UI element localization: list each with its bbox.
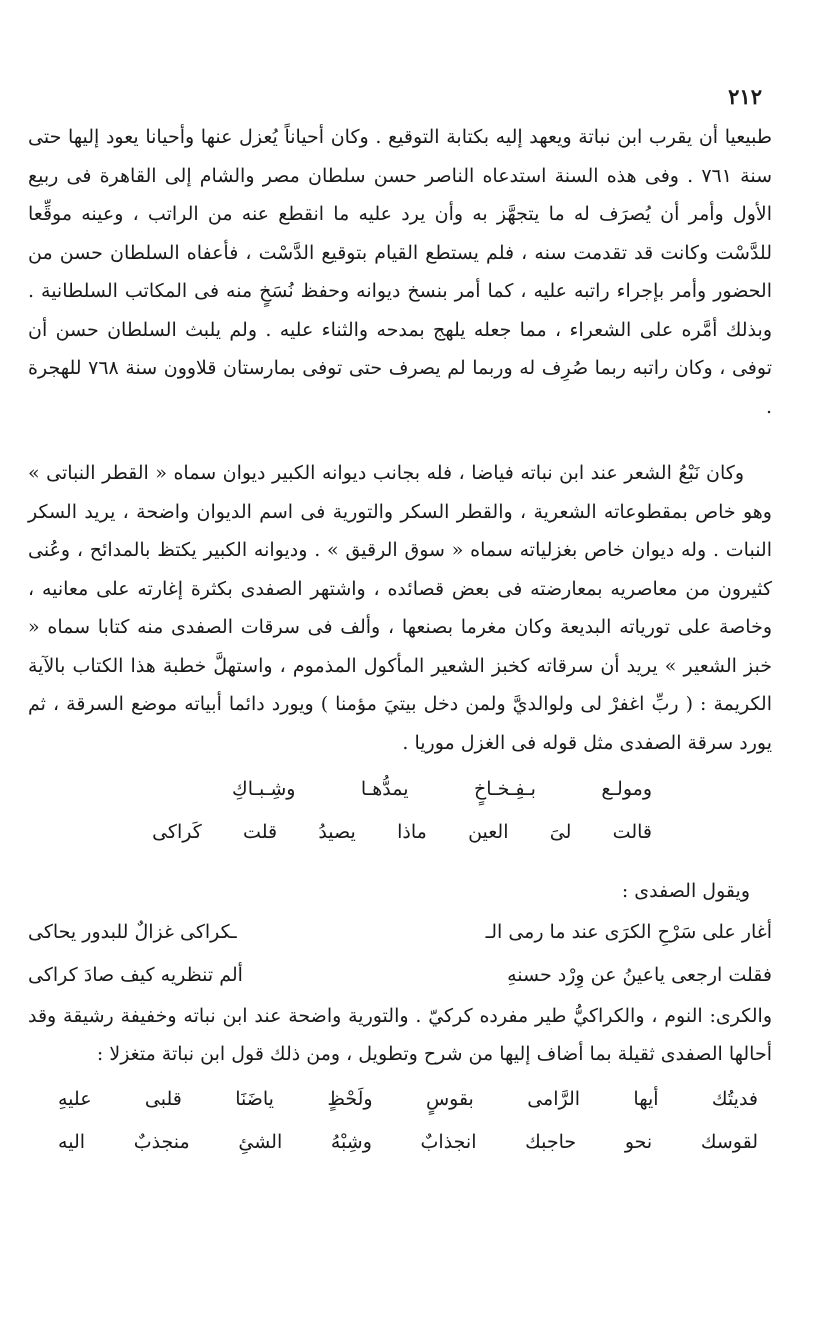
verse-block-1	[28, 768, 772, 854]
verse-block-3	[28, 1078, 772, 1164]
verse-word: بـفِـخـاخٍ	[473, 778, 536, 800]
verse-word: الرَّامى	[527, 1087, 581, 1110]
verse-line	[152, 811, 652, 854]
verse-line	[28, 911, 772, 954]
verse-word: الشئِ	[238, 1130, 283, 1153]
verse-word: لقوسك	[700, 1130, 758, 1153]
verse-line	[28, 954, 772, 997]
verse-word: بقوسٍ	[425, 1087, 474, 1110]
verse-word: ولَحْظٍ	[327, 1087, 373, 1110]
verse-line	[58, 1121, 758, 1164]
verse-hemistich: ـكراكى غزالٌ للبدور يحاكى	[28, 920, 237, 943]
verse-word: انجذابٌ	[420, 1130, 477, 1153]
verse-word: يصيدُ	[318, 821, 356, 843]
verse-word: قالت	[612, 821, 652, 843]
verse-word: العين	[468, 821, 509, 843]
verse-word: ياضَنَا	[235, 1087, 274, 1110]
verse-word: كَراكى	[152, 821, 202, 843]
verse-word: لىَ	[549, 821, 572, 843]
section-gap	[28, 854, 772, 872]
verse-hemistich: فقلت ارجعى ياعينُ عن وِرْد حسنهِ	[507, 963, 772, 986]
paragraph-gap	[28, 426, 772, 454]
verse-word: قلبى	[144, 1087, 182, 1110]
verse-word: حاجبك	[525, 1130, 577, 1153]
verse-word: اليه	[58, 1130, 86, 1153]
verse-block-2	[28, 911, 772, 997]
verse-hemistich: أغار على سَرْحِ الكرَى عند ما رمى الـ	[485, 920, 772, 943]
paragraph-poetry-works: وكان نَبْعُ الشعر عند ابن نباته فياضا ، فله بجانب ديوانه الكبير ديوان سماه « القطر النباتى » وهو خاص بمقطوعاته الشعرية ، والقطر السكر والتورية فى اسم الديوان واضحة ، يريد السكر النبات . وله ديوان خاص بغزلياته سماه « سوق الرقيق » . وديوانه الكبير يكتظ بالمدائح ، وعُنى كثيرون من معاصريه بمعارضته فى بعض قصائده ، واشتهر الصفدى بكثرة إغارته على معانيه ، وخاصة على تورياته البديعة وكان مغرما بصنعها ، وألف فى سرقات الصفدى منه كتابا سماه « خبز الشعير » يريد أن سرقاته كخبز الشعير المأكول المذموم ، واستهلَّ خطبة هذا الكتاب بالآية الكريمة : ( ربِّ اغفرْ لى ولوالديَّ ولمن دخل بيتيَ مؤمنا ) ويورد دائما أبياته موضع السرقة ، ثم يورد سرقة الصفدى مثل قوله فى الغزل موريا .	[28, 462, 772, 754]
page-body	[28, 80, 772, 1164]
page-number: ٢١٢	[728, 84, 762, 109]
verse-word: فديتُك	[711, 1087, 758, 1110]
verse-word: منجذبٌ	[133, 1130, 190, 1153]
verse-word: عليهِ	[58, 1087, 92, 1110]
verse-word: ماذا	[397, 821, 427, 843]
verse-hemistich: ألم تنظريه كيف صادَ كراكى	[28, 963, 243, 986]
verse-line	[58, 1078, 758, 1121]
verse-word: قلت	[243, 821, 278, 843]
verse-line	[232, 768, 652, 811]
verse-word: أيها	[633, 1087, 659, 1110]
paragraph-biography: طبيعيا أن يقرب ابن نباتة ويعهد إليه بكتابة التوقيع . وكان أحياناً يُعزل عنها وأحيانا يعود إليها حتى سنة ٧٦١ . وفى هذه السنة استدعاه الناصر حسن سلطان مصر والشام إلى القاهرة فى ربيع الأول وأمر أن يُصرَف له ما يتجهَّز به وأن يرد عليه ما انقطع عنه من الراتب ، وعينه موقِّعا للدَّسْت وكانت قد تقدمت سنه ، فلم يستطع القيام بتوقيع الدَّسْت ، فأعفاه السلطان حسن من الحضور وأمر بإجراء راتبه عليه ، كما أمر بنسخ ديوانه وحفظ نُسَخٍ منه فى المكاتب السلطانية . وبذلك أمَّره على الشعراء ، مما جعله يلهج بمدحه والثناء عليه . ولم يلبث السلطان حسن أن توفى ، وكان راتبه ربما صُرِف له وربما لم يصرف حتى توفى بمارستان قلاوون سنة ٧٦٨ للهجرة .	[28, 126, 772, 418]
verse-word: نحو	[624, 1130, 653, 1153]
verse-word: ومولـع	[601, 778, 652, 800]
verse-word: يمدُّهـا	[360, 778, 409, 800]
verse-word: وشِـبـاكِ	[232, 778, 296, 800]
verse-word: وشِبْهُ	[330, 1130, 372, 1153]
verse-intro: ويقول الصفدى :	[621, 880, 750, 902]
paragraph-commentary: والكرى: النوم ، والكراكيُّ طير مفرده كركيّ . والتورية واضحة عند ابن نباته وخفيفة رشيقة وقد أحالها الصفدى ثقيلة بما أضاف إليها من شرح وتطويل ، ومن ذلك قول ابن نباتة متغزلا :	[28, 1004, 772, 1065]
